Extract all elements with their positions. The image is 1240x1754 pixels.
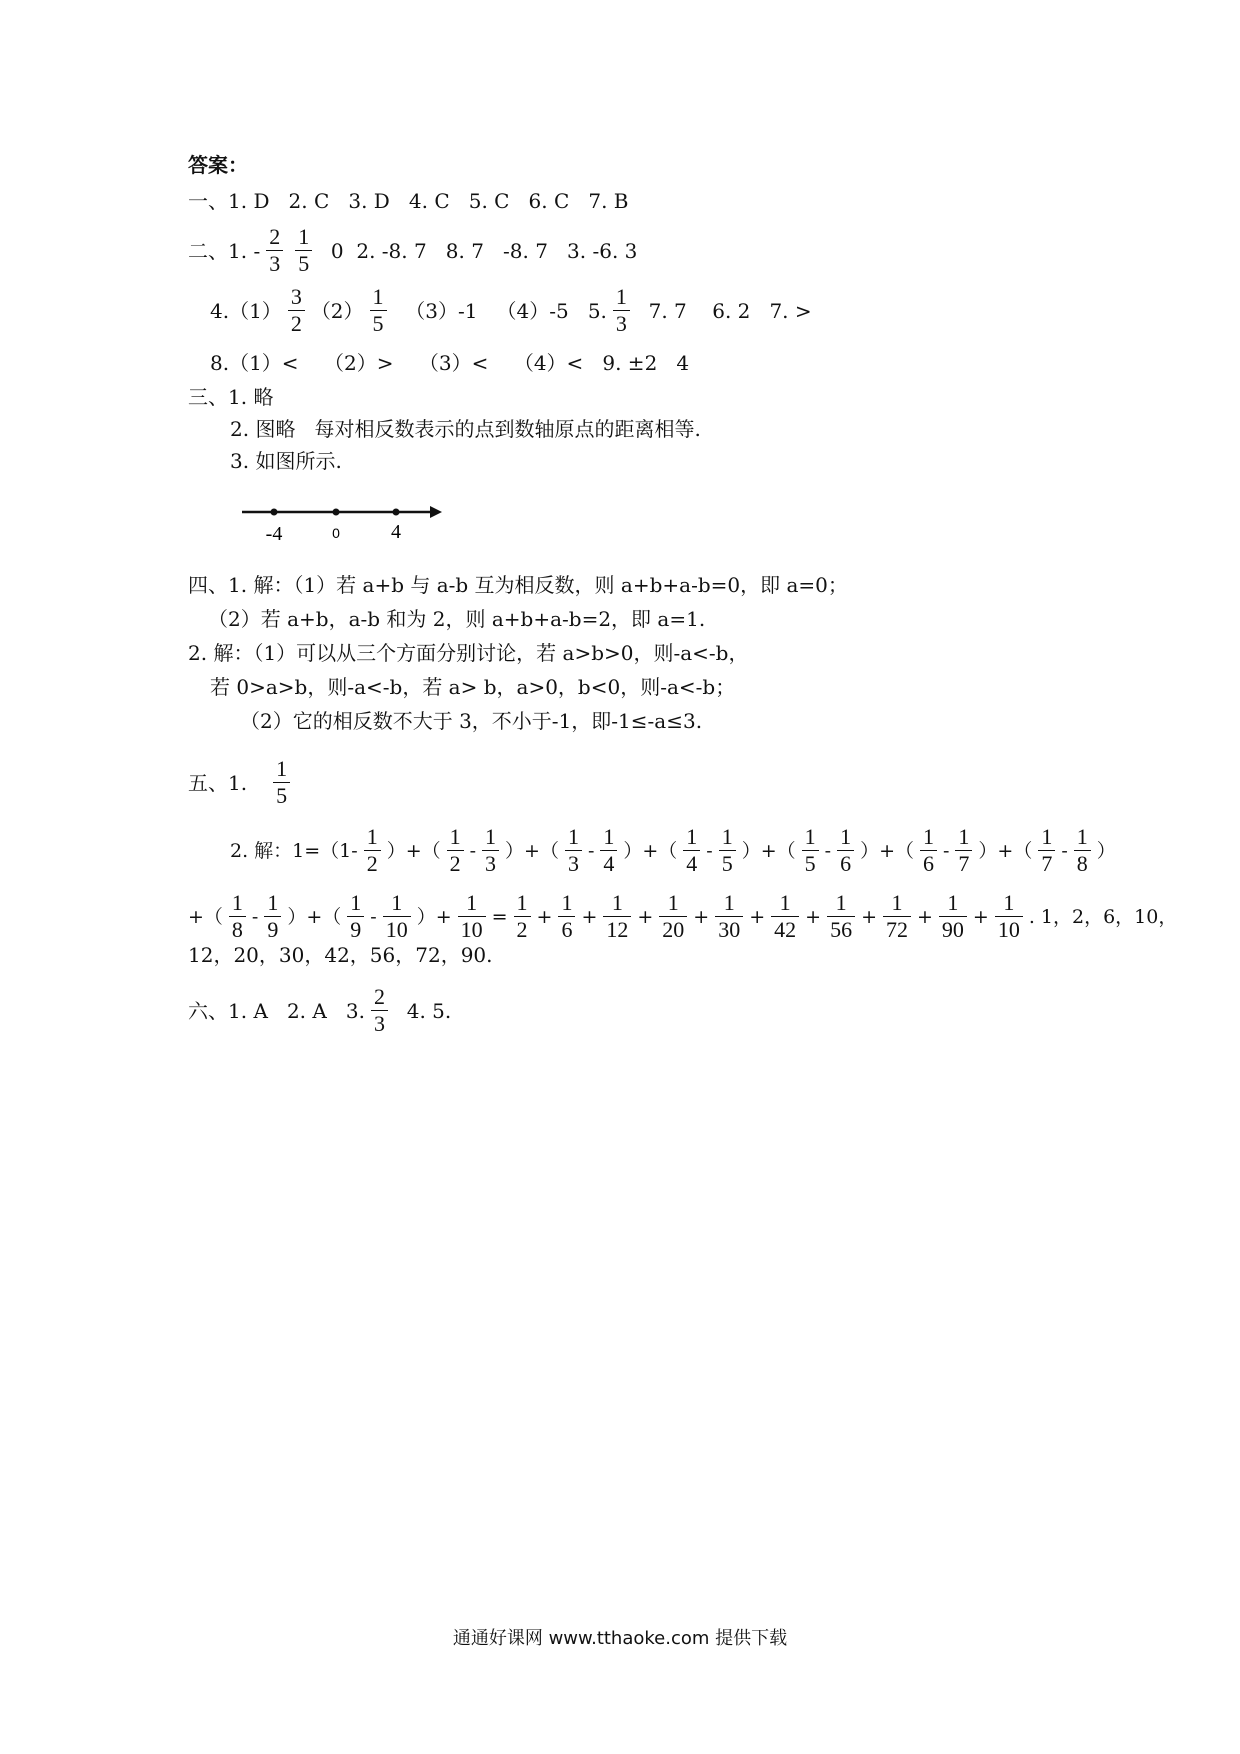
- fraction: $\frac{1}{4}$: [600, 824, 617, 877]
- fraction: $\frac{1}{3}$: [565, 824, 582, 877]
- fraction: $\frac{1}{3}$: [482, 824, 499, 877]
- fraction: $\frac{1}{7}$: [955, 824, 972, 877]
- fraction: $\frac{1}{4}$: [683, 824, 700, 877]
- fraction: $\frac{1}{5}$: [802, 824, 819, 877]
- fraction: $\frac{1}{90}$: [939, 890, 967, 943]
- section-4-line-4: 若 0>a>b，则-a<-b，若 a> b，a>0，b<0，则-a<-b；: [210, 675, 736, 699]
- fraction: $\frac{1}{2}$: [447, 824, 464, 877]
- section-3-line-1: 三、1. 略: [188, 385, 274, 409]
- fraction: $\frac{1}{2}$: [514, 890, 531, 943]
- section-5-line-1: 五、1. $\frac{1}{5}$: [188, 756, 296, 809]
- section-4-line-5: （2）它的相反数不大于 3，不小于-1，即-1≤-a≤3.: [240, 709, 703, 733]
- number-line-label: -4: [265, 523, 283, 545]
- fraction: $\frac{1}{5}$: [273, 756, 290, 809]
- section-3-line-3: 3. 如图所示.: [230, 449, 342, 473]
- section-4-line-3: 2. 解：（1）可以从三个方面分别讨论，若 a>b>0，则-a<-b，: [188, 641, 749, 665]
- section-2-line-3: 8.（1）< （2）> （3）< （4）< 9. ±2 4: [210, 351, 690, 375]
- fraction: $\frac{1}{6}$: [837, 824, 854, 877]
- number-line-figure: [238, 496, 448, 546]
- fraction: $\frac{1}{9}$: [264, 890, 281, 943]
- section-1-answers: 一、1. D 2. C 3. D 4. C 5. C 6. C 7. B: [188, 189, 629, 213]
- fraction: $\frac{1}{12}$: [603, 890, 631, 943]
- number-line-point: [393, 509, 400, 516]
- fraction: $\frac{1}{30}$: [715, 890, 743, 943]
- fraction: $\frac{1}{6}$: [920, 824, 937, 877]
- section-5-line-4: 12，20，30，42，56，72，90.: [188, 943, 493, 967]
- fraction: $\frac{1}{10}$: [995, 890, 1023, 943]
- fraction: $\frac{1}{42}$: [771, 890, 799, 943]
- section-4-line-1: 四、1. 解：（1）若 a+b 与 a-b 互为相反数，则 a+b+a-b=0，即 a=0；: [188, 573, 848, 597]
- fraction: $\frac{1}{2}$: [364, 824, 381, 877]
- fraction: $\frac{1}{9}$: [347, 890, 364, 943]
- fraction: $\frac{1}{10}$: [458, 890, 486, 943]
- section-2-line-1: 二、1. - $\frac{2}{3}$ $\frac{1}{5}$ 0 2. -8. 7 8. 7 -8. 7 3. -6. 3: [188, 224, 638, 276]
- section-3-line-2: 2. 图略 每对相反数表示的点到数轴原点的距离相等.: [230, 417, 701, 441]
- number-line-label: 4: [391, 521, 401, 543]
- fraction: $\frac{1}{8}$: [229, 890, 246, 943]
- fraction: $\frac{1}{56}$: [827, 890, 855, 943]
- section-6-line-1: 六、1. A 2. A 3. $\frac{2}{3}$ 4. 5.: [188, 984, 452, 1036]
- fraction: $\frac{2}{3}$: [266, 224, 283, 277]
- section-5-line-2: 2. 解：1=（1- $\frac{1}{2}$ ）+（ $\frac{1}{2}$ - $\frac{1}{3}$ ）+（ $\frac{1}{3}$ - $\frac{1}{4}$ ）+（ $\frac{1}{4}$ - $\frac{1}{5}$ ）+（ $\frac{1}{5}$ - $\frac{1}{6}$ ）+（ $\frac{1}{6}$ - $\frac{1}{7}$ ）+（ $\frac{1}{7}$ - $\frac{1}{8}$ ）: [230, 824, 1116, 876]
- fraction: $\frac{1}{7}$: [1038, 824, 1055, 877]
- fraction: $\frac{1}{5}$: [719, 824, 736, 877]
- fraction: $\frac{1}{5}$: [295, 224, 312, 277]
- fraction: $\frac{1}{20}$: [659, 890, 687, 943]
- fraction: $\frac{2}{3}$: [371, 984, 388, 1037]
- number-line-point: [333, 509, 340, 516]
- fraction: $\frac{1}{6}$: [558, 890, 575, 943]
- number-line-label: 0: [332, 525, 340, 541]
- section-4-line-2: （2）若 a+b，a-b 和为 2，则 a+b+a-b=2，即 a=1.: [208, 607, 706, 631]
- answer-heading: 答案：: [188, 153, 248, 177]
- section-5-line-3: +（ $\frac{1}{8}$ - $\frac{1}{9}$ ）+（ $\frac{1}{9}$ - $\frac{1}{10}$ ）+ $\frac{1}{10}$ = $\frac{1}{2}$ + $\frac{1}{6}$ + $\frac{1}{12}$ + $\frac{1}{20}$ + $\frac{1}{30}$ + $\frac{1}{42}$ + $\frac{1}{56}$ + $\frac{1}{72}$ + $\frac{1}{90}$ + $\frac{1}{10}$ . 1，2，6，10，: [188, 890, 1178, 942]
- fraction: $\frac{1}{8}$: [1074, 824, 1091, 877]
- number-line-point: [271, 509, 278, 516]
- section-2-line-2: 4.（1） $\frac{3}{2}$ （2） $\frac{1}{5}$ （3）-1 （4）-5 5. $\frac{1}{3}$ 7. 7 6. 2 7. >: [210, 284, 812, 336]
- fraction: $\frac{1}{10}$: [383, 890, 411, 943]
- fraction: $\frac{1}{3}$: [613, 284, 630, 337]
- number-line-arrow: [430, 506, 442, 518]
- fraction: $\frac{1}{72}$: [883, 890, 911, 943]
- fraction: $\frac{1}{5}$: [370, 284, 387, 337]
- fraction: $\frac{3}{2}$: [288, 284, 305, 337]
- footer-credit: 通通好课网 www.tthaoke.com 提供下载: [452, 1628, 788, 1649]
